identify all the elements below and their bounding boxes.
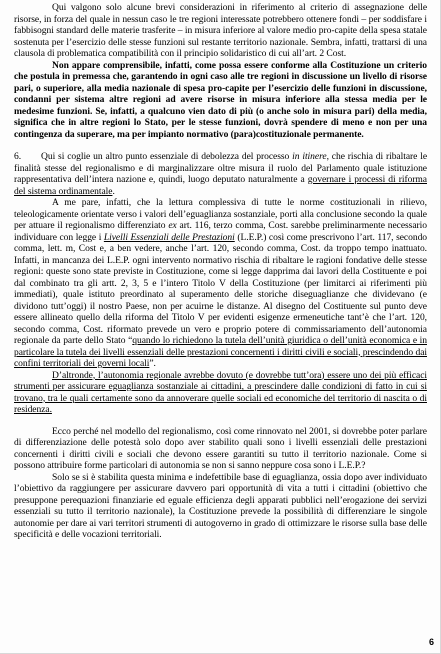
paragraph [14,151,427,197]
text-run: quando lo richiedono la tutela dell’unità giuridica o dell’unità economica e in particolare la tutela dei livelli essenziali delle prestazioni concernenti i diritti civili e sociali, prescindendo dai confini territoriali dei governi locali [14,335,427,369]
text-run: ex [168,220,177,231]
text-run: Qui valgono solo alcune brevi considerazioni in riferimento al criterio di assegnazione delle risorse, in forza del quale in nessun caso le tre regioni interessate potrebbero ottenere fondi – per soddisfare i fabbisogni standard delle materie trasferite – in misura inferiore al valore medio pro-capite della spesa statale sostenuta per l’esercizio delle stesse funzioni sul restante territorio nazionale. Sembra, infatti, trattarsi di una clausola di problematica compatibilità con il principio solidaristico di cui all’art. 2 Cost. [14,2,427,59]
text-run: Livelli Essenziali delle Prestazioni [103,231,235,243]
text-run: Ecco perché nel modello del regionalismo, così come rinnovato nel 2001, si dovrebbe poter parlare di differenziazione delle potestà solo dopo aver stabilito quali sono i livelli essenziali delle prestazioni concernenti i diritti civili e sociali che devono essere garantiti su tutto il territorio nazionale. Come si possono attribuire forme particolari di autonomia se non si sanno neppure cosa sono i L.E.P.? [14,425,427,471]
body-text [14,2,427,541]
text-run: art. 116, terzo comma, Cost. sarebbe preliminarmente necessario individuare con legge i [14,220,427,243]
paragraph [14,426,427,472]
paragraph [14,197,427,370]
text-run: , che rischia di ribaltare le finalità stesse del regionalismo e di marginalizzare oltre misura il ruolo del Parlamento quale istituzione rappresentativa dell’intera nazione e, quindi, luogo deputato naturalmente a [14,151,428,185]
paragraph [14,2,427,60]
text-run: in itinere [292,151,327,162]
paragraph [14,60,427,141]
text-run: A me pare, infatti, che la lettura complessiva di tutte le norme costituzionali in rilievo, teleologicamente orientate verso i valori dell’eguaglianza sostanziale, porti alla conclusione secondo la quale per attuare il regionalismo differenziato [14,197,427,231]
text-run: governare i processi di riforma del sistema ordinamentale [14,174,427,197]
section-number: 6. [14,151,22,162]
text-run: Solo se si è stabilita questa minima e indefettibile base di eguaglianza, ossia dopo aver individuato l’obiettivo da raggiungere per assicurare davvero pari opportunità di vita a tutti i cittadini (obiettivo che presuppone perequazioni finanziarie ed eguale efficienza degli apparati pubblici nell’erogazione dei servizi essenziali su tutto il territorio nazionale), la Costituzione prevede la possibilità di differenziare le singole autonomie per dare ai vari territori strumenti di autogoverno in grado di ottimizzare le risorse sulla base delle specificità e delle vocazioni territoriali. [14,471,427,540]
text-run: . [112,185,115,197]
text-run: D’altronde, l’autonomia regionale avrebbe dovuto (e dovrebbe tutt’ora) essere uno dei più efficaci strumenti per assicurare eguaglianza sostanziale ai cittadini, a prescindere dalle condizioni di fatto in cui si trovano, tra le quali certamente sono da annoverare quelle sociali ed economiche del territorio di nascita o di residenza. [14,369,427,415]
text-run: ”. [149,358,156,369]
paragraph [14,472,427,541]
page-number: 6 [428,637,434,647]
text-run: (L.E.P.) così come prescrivono l’art. 117, secondo comma, lett. m, Cost e, a ben vedere, anche l’art. 120, secondo comma, Cost. da troppo tempo inattuato. Infatti, in mancanza dei L.E.P. ogni intervento normativo rischia di ribaltare le ragioni fondative delle stesse regioni: queste sono state previste in Costituzione, come si legge dapprima dai lavori della Costituente e poi dal combinato tra gli artt. 2, 3, 5 e l’intero Titolo V della Costituzione (per limitarci ai riferimenti più immediati), quale istituto preordinato al superamento delle storiche diseguaglianze che dividevano (e dividono tutt’oggi) il nostro Paese, non per acuirne le distanze. Al disegno del Costituente sul punto deve essere allineato quello della riforma del Titolo V per evidenti esigenze ermeneutiche tant’è che l’art. 120, secondo comma, Cost. riformato prevede un vero e proprio potere di commissariamento dell’autonomia regionale da parte dello Stato “ [14,231,428,346]
paragraph [14,370,427,416]
text-run: Non appare comprensibile, infatti, come possa essere conforme alla Costituzione un criterio che postula in premessa che, garantendo in ogni caso alle tre regioni in discussione un livello di risorse pari, o superiore, alla media nazionale di spesa pro-capite per l’esercizio delle funzioni in discussione, condanni per sistema altre regioni ad avere risorse in misura inferiore alla stessa media per le medesime funzioni. Se, infatti, a qualcuno vien dato di più (o anche solo in misura pari) della media, significa che in altre regioni lo Stato, per le stesse funzioni, dovrà spendere di meno e non per una contingenza da superare, ma per impianto normativo (para)costituzionale permanente. [14,59,427,140]
text-run: Qui si coglie un altro punto essenziale di debolezza del processo [41,151,293,162]
